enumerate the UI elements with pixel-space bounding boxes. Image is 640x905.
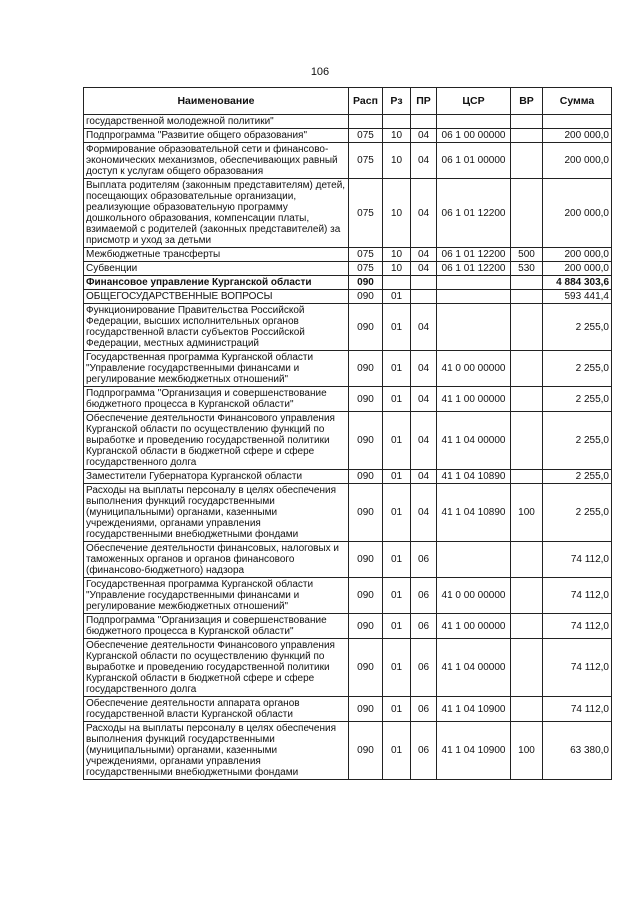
cell-rasp: 090 (349, 470, 383, 484)
cell-name: Расходы на выплаты персоналу в целях обеспечения выполнения функций государственными (муниципальными) органами, казенными учреждениями, органами управления государственными внебюджетными фондами (84, 484, 349, 542)
cell-sum: 63 380,0 (543, 722, 612, 780)
cell-rasp: 075 (349, 129, 383, 143)
table-row (84, 248, 612, 262)
page-number: 106 (310, 66, 330, 78)
cell-csr: 41 1 04 10900 (437, 697, 511, 722)
cell-pr: 04 (411, 351, 437, 387)
cell-name: Подпрограмма "Развитие общего образования" (84, 129, 349, 143)
table-row (84, 179, 612, 248)
cell-rasp: 090 (349, 304, 383, 351)
cell-rz: 01 (383, 639, 411, 697)
cell-sum: 200 000,0 (543, 179, 612, 248)
cell-rz: 01 (383, 290, 411, 304)
cell-rz: 01 (383, 387, 411, 412)
cell-rasp: 090 (349, 578, 383, 614)
header-rz: Рз (383, 88, 411, 115)
cell-csr: 41 1 04 10900 (437, 722, 511, 780)
cell-sum: 2 255,0 (543, 412, 612, 470)
table-row (84, 722, 612, 780)
cell-pr: 04 (411, 143, 437, 179)
cell-sum: 74 112,0 (543, 639, 612, 697)
cell-pr: 06 (411, 542, 437, 578)
cell-pr (411, 115, 437, 129)
cell-vr (511, 387, 543, 412)
table-row (84, 290, 612, 304)
cell-rasp: 090 (349, 639, 383, 697)
header-vr: ВР (511, 88, 543, 115)
header-pr: ПР (411, 88, 437, 115)
cell-pr: 04 (411, 129, 437, 143)
cell-csr: 41 1 04 00000 (437, 639, 511, 697)
cell-csr: 41 0 00 00000 (437, 351, 511, 387)
table-row (84, 542, 612, 578)
cell-rz: 10 (383, 248, 411, 262)
cell-name: Функционирование Правительства Российской Федерации, высших исполнительных органов государственной власти субъектов Российской Федерации, местных администраций (84, 304, 349, 351)
table-row (84, 143, 612, 179)
cell-pr: 06 (411, 697, 437, 722)
cell-name: Обеспечение деятельности финансовых, налоговых и таможенных органов и органов финансового (финансово-бюджетного) надзора (84, 542, 349, 578)
cell-vr (511, 412, 543, 470)
cell-rasp: 090 (349, 351, 383, 387)
table-row (84, 470, 612, 484)
cell-sum: 2 255,0 (543, 387, 612, 412)
table-header-row (84, 88, 612, 115)
cell-name: Обеспечение деятельности аппарата органов государственной власти Курганской области (84, 697, 349, 722)
cell-pr: 06 (411, 639, 437, 697)
cell-sum (543, 115, 612, 129)
cell-rz: 01 (383, 578, 411, 614)
table-row (84, 484, 612, 542)
cell-name: Государственная программа Курганской области "Управление государственными финансами и регулирование межбюджетных отношений" (84, 578, 349, 614)
cell-name: Государственная программа Курганской области "Управление государственными финансами и регулирование межбюджетных отношений" (84, 351, 349, 387)
table-row (84, 262, 612, 276)
cell-rz: 01 (383, 484, 411, 542)
cell-pr: 04 (411, 248, 437, 262)
cell-rasp (349, 115, 383, 129)
cell-rz: 01 (383, 542, 411, 578)
cell-rasp: 090 (349, 722, 383, 780)
cell-vr (511, 614, 543, 639)
cell-name: Выплата родителям (законным представителям) детей, посещающих образовательные организации, реализующие образовательную программу дошкольного образования, компенсации платы, взимаемой с родителей (законных представителей) за присмотр и уход за детьми (84, 179, 349, 248)
cell-csr: 41 1 04 10890 (437, 484, 511, 542)
cell-rasp: 090 (349, 276, 383, 290)
cell-rasp: 090 (349, 484, 383, 542)
header-name: Наименование (84, 88, 349, 115)
cell-csr (437, 290, 511, 304)
cell-vr (511, 639, 543, 697)
cell-rz (383, 276, 411, 290)
cell-rasp: 090 (349, 412, 383, 470)
header-sum: Сумма (543, 88, 612, 115)
cell-name: Обеспечение деятельности Финансового управления Курганской области по осуществлению функций по выработке и проведению государственной политики Курганской области в бюджетной сфере и сфере государственного долга (84, 639, 349, 697)
cell-rz: 10 (383, 262, 411, 276)
cell-pr: 04 (411, 179, 437, 248)
cell-rasp: 075 (349, 179, 383, 248)
cell-sum: 200 000,0 (543, 129, 612, 143)
header-rasp: Расп (349, 88, 383, 115)
cell-vr (511, 290, 543, 304)
cell-pr: 06 (411, 614, 437, 639)
cell-pr: 04 (411, 470, 437, 484)
cell-sum: 2 255,0 (543, 304, 612, 351)
cell-sum: 2 255,0 (543, 351, 612, 387)
cell-sum: 74 112,0 (543, 697, 612, 722)
cell-vr (511, 304, 543, 351)
cell-csr: 41 1 00 00000 (437, 387, 511, 412)
cell-vr (511, 276, 543, 290)
table-row (84, 697, 612, 722)
cell-vr: 500 (511, 248, 543, 262)
table-row (84, 115, 612, 129)
cell-name: Финансовое управление Курганской области (84, 276, 349, 290)
table-row (84, 129, 612, 143)
cell-csr (437, 276, 511, 290)
cell-csr: 41 1 04 00000 (437, 412, 511, 470)
cell-rz (383, 115, 411, 129)
cell-vr: 100 (511, 484, 543, 542)
cell-csr: 06 1 00 00000 (437, 129, 511, 143)
cell-name: Расходы на выплаты персоналу в целях обеспечения выполнения функций государственными (муниципальными) органами, казенными учреждениями, органами управления государственными внебюджетными фондами (84, 722, 349, 780)
table-row (84, 412, 612, 470)
cell-vr (511, 542, 543, 578)
table-row (84, 276, 612, 290)
cell-vr: 100 (511, 722, 543, 780)
cell-vr (511, 697, 543, 722)
cell-pr: 04 (411, 484, 437, 542)
cell-csr: 06 1 01 12200 (437, 262, 511, 276)
table-row (84, 351, 612, 387)
table-row (84, 387, 612, 412)
cell-name: Подпрограмма "Организация и совершенствование бюджетного процесса в Курганской области" (84, 387, 349, 412)
cell-vr: 530 (511, 262, 543, 276)
cell-name: Субвенции (84, 262, 349, 276)
cell-rasp: 090 (349, 542, 383, 578)
cell-rasp: 090 (349, 290, 383, 304)
cell-sum: 200 000,0 (543, 248, 612, 262)
cell-vr (511, 351, 543, 387)
cell-csr: 41 0 00 00000 (437, 578, 511, 614)
cell-sum: 200 000,0 (543, 143, 612, 179)
cell-rz: 10 (383, 129, 411, 143)
cell-sum: 4 884 303,6 (543, 276, 612, 290)
cell-csr: 06 1 01 12200 (437, 179, 511, 248)
cell-name: Формирование образовательной сети и финансово-экономических механизмов, обеспечивающих равный доступ к услугам общего образования (84, 143, 349, 179)
cell-csr: 06 1 01 12200 (437, 248, 511, 262)
cell-rz: 01 (383, 351, 411, 387)
cell-rz: 01 (383, 412, 411, 470)
cell-name: Подпрограмма "Организация и совершенствование бюджетного процесса в Курганской области" (84, 614, 349, 639)
cell-pr: 04 (411, 262, 437, 276)
cell-rasp: 075 (349, 143, 383, 179)
cell-pr: 06 (411, 578, 437, 614)
cell-rz: 01 (383, 697, 411, 722)
header-csr: ЦСР (437, 88, 511, 115)
cell-sum: 2 255,0 (543, 484, 612, 542)
cell-name: государственной молодежной политики" (84, 115, 349, 129)
cell-sum: 74 112,0 (543, 614, 612, 639)
table-row (84, 578, 612, 614)
table-row (84, 639, 612, 697)
cell-csr: 41 1 04 10890 (437, 470, 511, 484)
cell-rz: 10 (383, 179, 411, 248)
cell-vr (511, 129, 543, 143)
budget-table (83, 87, 612, 780)
table-row (84, 304, 612, 351)
cell-rz: 10 (383, 143, 411, 179)
cell-rz: 01 (383, 722, 411, 780)
cell-vr (511, 143, 543, 179)
cell-name: Заместители Губернатора Курганской области (84, 470, 349, 484)
cell-sum: 74 112,0 (543, 578, 612, 614)
cell-pr: 04 (411, 412, 437, 470)
cell-name: ОБЩЕГОСУДАРСТВЕННЫЕ ВОПРОСЫ (84, 290, 349, 304)
cell-rz: 01 (383, 304, 411, 351)
cell-vr (511, 470, 543, 484)
cell-pr: 06 (411, 722, 437, 780)
cell-pr: 04 (411, 304, 437, 351)
cell-csr (437, 542, 511, 578)
cell-vr (511, 115, 543, 129)
cell-rasp: 090 (349, 697, 383, 722)
cell-csr: 06 1 01 00000 (437, 143, 511, 179)
cell-csr (437, 304, 511, 351)
cell-pr (411, 276, 437, 290)
cell-csr (437, 115, 511, 129)
cell-pr (411, 290, 437, 304)
cell-vr (511, 578, 543, 614)
cell-sum: 200 000,0 (543, 262, 612, 276)
cell-rasp: 090 (349, 387, 383, 412)
cell-rasp: 075 (349, 248, 383, 262)
cell-name: Межбюджетные трансферты (84, 248, 349, 262)
cell-sum: 2 255,0 (543, 470, 612, 484)
cell-rasp: 090 (349, 614, 383, 639)
cell-pr: 04 (411, 387, 437, 412)
cell-sum: 74 112,0 (543, 542, 612, 578)
cell-csr: 41 1 00 00000 (437, 614, 511, 639)
cell-sum: 593 441,4 (543, 290, 612, 304)
cell-vr (511, 179, 543, 248)
cell-rz: 01 (383, 614, 411, 639)
table-row (84, 614, 612, 639)
cell-rz: 01 (383, 470, 411, 484)
cell-rasp: 075 (349, 262, 383, 276)
cell-name: Обеспечение деятельности Финансового управления Курганской области по осуществлению функций по выработке и проведению государственной политики Курганской области в бюджетной сфере и сфере государственного долга (84, 412, 349, 470)
